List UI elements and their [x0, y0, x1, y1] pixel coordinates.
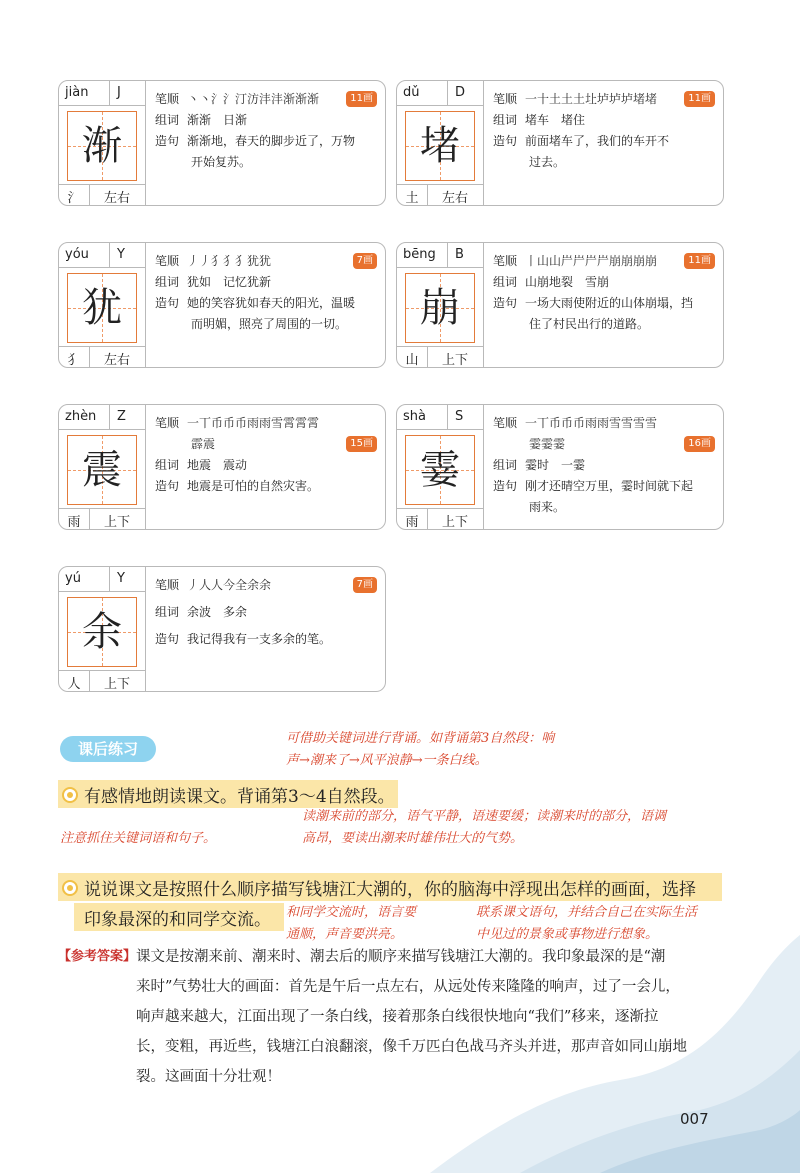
structure: 左右: [441, 191, 468, 206]
sentence-line: 渐渐地，春天的脚步近了，万物: [187, 134, 356, 148]
words: 堵车 堵住: [525, 113, 586, 127]
index-letter: Z: [117, 409, 126, 424]
note-communicate: [286, 902, 416, 946]
answer-line: 响声越来越大，江面出现了一条白线，接着那条白线很快地向“我们”移来，逐渐拉: [136, 1009, 659, 1025]
words: 山崩地裂 雪崩: [525, 275, 610, 289]
hanzi: 崩: [420, 285, 460, 331]
note-line: 联系课文语句，并结合自己在实际生活: [476, 905, 698, 920]
answer-line: 长，变粗，再近些，钱塘江白浪翻滚，像千万匹白色战马齐头并进，那声音如同山崩地: [136, 1039, 687, 1055]
stroke-order: 丿人人今全余余: [187, 578, 272, 592]
pinyin: dǔ: [403, 85, 420, 100]
note-line: 声→潮来了→风平浪静→一条白线。: [286, 753, 488, 768]
stroke-count-badge: 7画: [353, 577, 377, 593]
stroke-order-cont: 霹震: [191, 437, 216, 451]
stroke-order-cont: 霎霎霎: [529, 437, 566, 451]
radical: 土: [405, 191, 419, 206]
note-line: 读潮来前的部分，语气平静，语速要缓；读潮来时的部分，语调: [302, 809, 667, 824]
sentence-line: 地震是可怕的自然灾害。: [187, 479, 320, 493]
stroke-count-badge: 7画: [353, 253, 377, 269]
hanzi: 余: [82, 609, 122, 655]
char-card-zhen: [58, 404, 386, 530]
char-card-you: [58, 242, 386, 368]
stroke-order: 丿丿犭犭犭犹犹: [187, 254, 272, 268]
note-line: 中见过的景象或事物进行想象。: [476, 927, 659, 942]
note-line: 和同学交流时，语言要: [286, 905, 417, 920]
note-line: 可借助关键词进行背诵。如背诵第3自然段：响: [286, 731, 555, 746]
structure: 上下: [103, 677, 130, 692]
sentence-label: 造句: [155, 134, 180, 148]
note-imagine: [476, 902, 697, 946]
sentence-line: 一场大雨使附近的山体崩塌，挡: [525, 296, 694, 310]
sentence-label: 造句: [155, 296, 180, 310]
stroke-label: 笔顺: [155, 416, 180, 430]
radical: 雨: [405, 515, 419, 530]
note-reading-tone: [302, 806, 666, 850]
stroke-label: 笔顺: [155, 92, 180, 106]
index-letter: D: [455, 85, 466, 100]
radical: 氵: [67, 191, 81, 206]
stroke-label: 笔顺: [493, 416, 518, 430]
index-letter: Y: [117, 571, 125, 586]
structure: 左右: [103, 353, 130, 368]
index-letter: Y: [117, 247, 125, 262]
structure: 上下: [441, 515, 468, 530]
words: 犹如 记忆犹新: [187, 275, 272, 289]
radical: 犭: [67, 353, 81, 368]
sentence-label: 造句: [155, 632, 180, 646]
structure: 左右: [103, 191, 130, 206]
stroke-count-badge: 16画: [684, 436, 715, 452]
hanzi: 犹: [82, 285, 122, 331]
sentence-line: 而明媚，照亮了周围的一切。: [191, 317, 348, 331]
sentence-line: 住了村民出行的道路。: [529, 317, 650, 331]
stroke-order: 丨山山屵屵屵屵崩崩崩崩: [525, 254, 658, 268]
words-label: 组词: [493, 113, 518, 127]
question-2-line1: 说说课文是按照什么顺序描写钱塘江大潮的，你的脑海中浮现出怎样的画面，选择: [84, 880, 696, 900]
char-card-beng: [396, 242, 724, 368]
sentence-label: 造句: [493, 296, 518, 310]
sentence-line: 过去。: [529, 155, 566, 169]
structure: 上下: [441, 353, 468, 368]
words: 渐渐 日渐: [187, 113, 248, 127]
stroke-label: 笔顺: [155, 578, 180, 592]
index-letter: B: [455, 247, 464, 262]
char-card-du: [396, 80, 724, 206]
question-2-line2: 印象最深的和同学交流。: [84, 910, 271, 930]
radical: 人: [67, 677, 81, 692]
pinyin: yóu: [65, 247, 89, 262]
words-label: 组词: [155, 605, 180, 619]
pinyin: bēng: [403, 247, 436, 262]
sentence-line: 刚才还晴空万里，霎时间就下起: [525, 479, 694, 493]
stroke-count-badge: 11画: [684, 253, 715, 269]
stroke-count-badge: 15画: [346, 436, 377, 452]
pinyin: shà: [403, 409, 426, 424]
pinyin: jiàn: [65, 85, 89, 100]
note-line: 高昂，要读出潮来时雄伟壮大的气势。: [302, 831, 524, 846]
radical: 山: [405, 353, 419, 368]
stroke-order: 一丅币币币雨雨雪雪雪雪: [525, 416, 658, 430]
stroke-label: 笔顺: [155, 254, 180, 268]
hanzi: 震: [82, 447, 122, 493]
sentence-label: 造句: [493, 134, 518, 148]
sentence-line: 开始复苏。: [191, 155, 252, 169]
bullet-icon: [62, 787, 78, 803]
pinyin: zhèn: [65, 409, 97, 424]
stroke-order: 一十土土土圵垆垆垆堵堵: [525, 92, 658, 106]
sentence-line: 我记得我有一支多余的笔。: [187, 632, 332, 646]
answer-text: [136, 942, 728, 1092]
sentence-line: 她的笑容犹如春天的阳光，温暖: [187, 296, 356, 310]
note-key-words: 注意抓住关键词语和句子。: [60, 831, 217, 846]
answer-label: 【参考答案】: [58, 949, 137, 964]
char-card-jian: [58, 80, 386, 206]
radical: 雨: [67, 515, 81, 530]
sentence-label: 造句: [155, 479, 180, 493]
index-letter: S: [455, 409, 464, 424]
answer-line: 裂。这画面十分壮观！: [136, 1069, 281, 1085]
sentence-label: 造句: [493, 479, 518, 493]
stroke-order: 一丅币币币雨雨雪霄霄霄: [187, 416, 320, 430]
hanzi: 霎: [420, 447, 460, 493]
index-letter: J: [117, 85, 121, 100]
words-label: 组词: [155, 113, 180, 127]
words-label: 组词: [493, 275, 518, 289]
words-label: 组词: [155, 458, 180, 472]
section-title: 课后练习: [60, 736, 156, 762]
words: 余波 多余: [187, 605, 248, 619]
words: 霎时 一霎: [525, 458, 586, 472]
char-card-sha: [396, 404, 724, 530]
note-line: 通顺，声音要洪亮。: [286, 927, 404, 942]
words-label: 组词: [155, 275, 180, 289]
stroke-order: 丶丶氵氵汀汸沣沣渐渐渐: [187, 92, 320, 106]
sentence-line: 前面堵车了，我们的车开不: [525, 134, 670, 148]
note-recite-tip: [286, 728, 554, 772]
page-number: 007: [680, 1110, 709, 1128]
stroke-count-badge: 11画: [684, 91, 715, 107]
structure: 上下: [103, 515, 130, 530]
words: 地震 震动: [187, 458, 248, 472]
pinyin: yú: [65, 571, 81, 586]
answer-line: 课文是按潮来前、潮来时、潮去后的顺序来描写钱塘江大潮的。我印象最深的是“潮: [136, 949, 666, 965]
sentence-line: 雨来。: [529, 500, 566, 514]
question-1: 有感情地朗读课文。背诵第3～4自然段。: [84, 787, 395, 807]
stroke-label: 笔顺: [493, 92, 518, 106]
stroke-count-badge: 11画: [346, 91, 377, 107]
stroke-label: 笔顺: [493, 254, 518, 268]
bullet-icon: [62, 880, 78, 896]
answer-line: 来时”气势壮大的画面：首先是午后一点左右，从远处传来隆隆的响声，过了一会儿，: [136, 979, 680, 995]
hanzi: 堵: [420, 123, 460, 169]
hanzi: 渐: [82, 123, 122, 169]
char-card-yu: [58, 566, 386, 692]
words-label: 组词: [493, 458, 518, 472]
